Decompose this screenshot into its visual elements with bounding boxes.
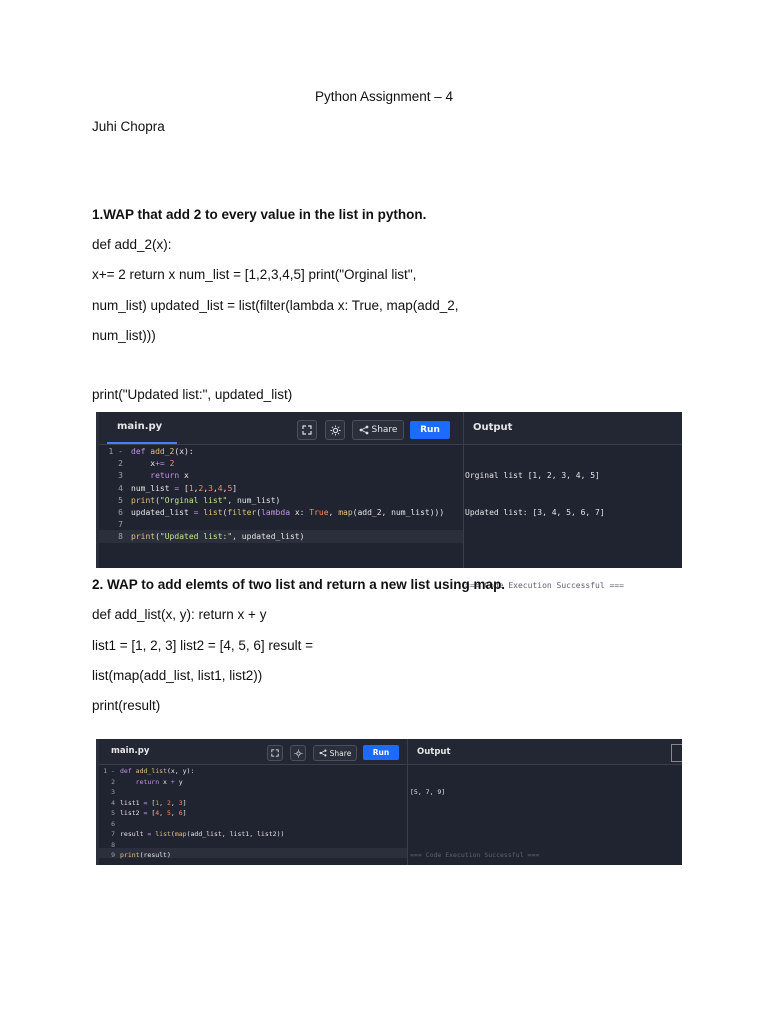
share-label: Share — [329, 748, 352, 758]
output-label: Output — [417, 747, 451, 757]
file-tab: main.py — [111, 746, 150, 756]
share-button[interactable] — [352, 420, 404, 440]
q2-line: def add_list(x, y): return x + y — [92, 607, 267, 622]
theme-icon[interactable] — [290, 745, 306, 761]
output-panel — [410, 766, 539, 881]
pane-divider — [407, 739, 408, 865]
question-2-heading: 2. WAP to add elemts of two list and return a new list using map. — [92, 577, 506, 592]
q1-line: print("Updated list:", updated_list) — [92, 387, 293, 402]
output-line: Orginal list [1, 2, 3, 4, 5] — [465, 471, 600, 481]
output-line: [5, 7, 9] — [410, 788, 446, 796]
share-icon — [319, 749, 327, 757]
tab-underline — [107, 442, 177, 444]
document-title: Python Assignment – 4 — [314, 89, 454, 104]
q1-line: x+= 2 return x num_list = [1,2,3,4,5] print("Orginal list", — [92, 267, 417, 282]
q1-line: num_list))) — [92, 328, 156, 343]
q2-line: list(map(add_list, list1, list2)) — [92, 668, 263, 683]
line-numbers: 1 - 2 3 4 5 6 7 8 — [108, 447, 123, 542]
success-message: === Code Execution Successful === — [465, 581, 624, 591]
share-label: Share — [371, 425, 398, 435]
author-name: Juhi Chopra — [92, 119, 165, 134]
q1-line: num_list) updated_list = list(filter(lambda x: True, map(add_2, — [92, 298, 459, 313]
share-button[interactable] — [313, 745, 357, 761]
share-icon — [359, 425, 369, 435]
pane-divider — [463, 412, 464, 568]
success-message: === Code Execution Successful === — [410, 850, 540, 859]
file-tab: main.py — [117, 421, 163, 432]
code-editor-screenshot-2 — [96, 739, 682, 865]
run-button[interactable]: Run — [363, 745, 399, 760]
run-button[interactable]: Run — [410, 421, 450, 439]
q2-line: print(result) — [92, 698, 161, 713]
output-line: Updated list: [3, 4, 5, 6, 7] — [465, 508, 605, 518]
question-1-heading: 1.WAP that add 2 to every value in the list in python. — [92, 207, 427, 222]
fullscreen-icon[interactable] — [297, 420, 317, 440]
editor-toolbar — [99, 739, 682, 765]
q2-line: list1 = [1, 2, 3] list2 = [4, 5, 6] result = — [92, 638, 313, 653]
panel-edge — [671, 744, 682, 762]
line-numbers: 1 - 2 3 4 5 6 7 8 9 — [103, 767, 115, 859]
fullscreen-icon[interactable] — [267, 745, 283, 761]
q1-line: def add_2(x): — [92, 237, 172, 252]
output-label: Output — [473, 422, 513, 433]
editor-toolbar — [99, 412, 682, 445]
code-area[interactable]: def add_list(x, y): return x + y list1 = [1, 2, 3] list2 = [4, 5, 6] result = list(map(add_list, list1, list2)) print(result) — [120, 767, 285, 859]
code-area[interactable]: def add_2(x): x+= 2 return x num_list = [1,2,3,4,5] print("Orginal list", num_list) updated_list = list(filter(lambda x: True, map(add_2, num_list))) print("Updated list:", updated_list) — [131, 447, 445, 542]
theme-icon[interactable] — [325, 420, 345, 440]
